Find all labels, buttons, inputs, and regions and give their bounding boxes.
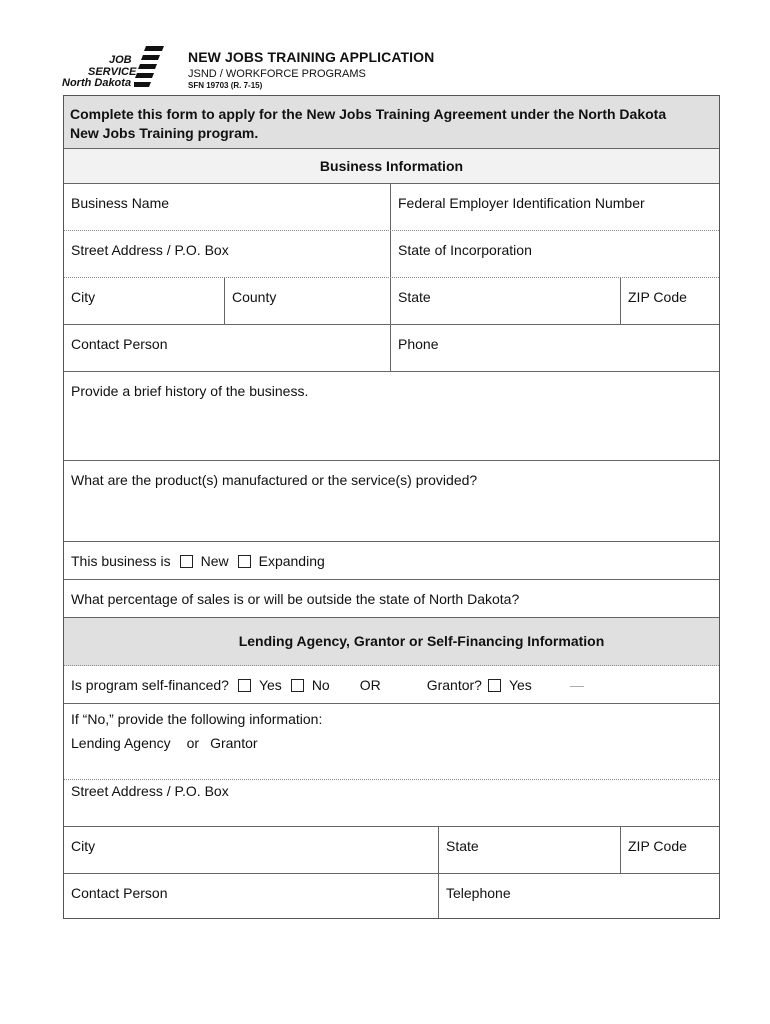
form-title: NEW JOBS TRAINING APPLICATION <box>188 49 435 65</box>
business-history-label: Provide a brief history of the business. <box>71 383 309 399</box>
new-checkbox[interactable] <box>180 555 193 568</box>
lending-telephone-label: Telephone <box>446 885 511 901</box>
street-address-field[interactable] <box>64 231 390 277</box>
zip-code-field[interactable] <box>620 278 719 324</box>
lending-contact-person-field[interactable] <box>64 874 438 919</box>
grantor-answer-line[interactable] <box>570 686 584 687</box>
sales-percentage-field[interactable] <box>64 580 719 618</box>
application-form <box>63 95 720 919</box>
logo-text-job: JOB <box>109 54 132 66</box>
grantor-yes-label: Yes <box>508 677 532 693</box>
street-address-label: Street Address / P.O. Box <box>71 242 229 258</box>
state-of-incorporation-field[interactable] <box>390 231 719 277</box>
fein-label: Federal Employer Identification Number <box>398 195 645 211</box>
state-field[interactable] <box>390 278 620 324</box>
grantor-question-label: Grantor? <box>426 677 482 693</box>
row-contact-person <box>64 325 719 372</box>
products-services-field[interactable] <box>64 461 719 542</box>
logo-stripes-icon <box>134 46 164 92</box>
business-type-label: This business is <box>71 553 171 569</box>
self-financed-no-label: No <box>311 677 330 693</box>
logo-text-north-dakota: North Dakota <box>62 77 132 89</box>
business-name-field[interactable] <box>64 184 390 230</box>
row-self-financed <box>64 666 719 704</box>
products-services-label: What are the product(s) manufactured or the service(s) provided? <box>71 472 478 488</box>
if-no-instruction: If “No,” provide the following information: <box>71 711 323 727</box>
business-section-header <box>64 149 719 184</box>
form-header <box>60 44 720 94</box>
grantor-yes-checkbox[interactable] <box>488 679 501 692</box>
phone-label: Phone <box>398 336 439 352</box>
job-service-logo <box>60 44 175 92</box>
county-label: County <box>232 289 277 305</box>
city-field[interactable] <box>64 278 224 324</box>
city-label: City <box>71 289 96 305</box>
new-label: New <box>200 553 229 569</box>
lending-agency-label: Lending Agency <box>71 735 171 751</box>
self-financed-yes-checkbox[interactable] <box>238 679 251 692</box>
intro-text: Complete this form to apply for the New Jobs Training Agreement under the North Dakota New Jobs Training program. <box>70 106 667 141</box>
expanding-label: Expanding <box>258 553 325 569</box>
row-street-address <box>64 231 719 278</box>
grantor-label: Grantor <box>210 735 258 751</box>
self-financed-label: Is program self-financed? <box>71 677 229 693</box>
phone-field[interactable] <box>390 325 719 371</box>
logo-text-service: SERVICE <box>88 66 137 78</box>
lending-telephone-field[interactable] <box>438 874 719 919</box>
or-label: OR <box>359 677 381 693</box>
self-financed-yes-label: Yes <box>258 677 282 693</box>
self-financed-no-checkbox[interactable] <box>291 679 304 692</box>
lending-city-label: City <box>71 838 96 854</box>
form-number: SFN 19703 (R. 7-15) <box>188 81 263 90</box>
state-label: State <box>398 289 431 305</box>
lending-state-label: State <box>446 838 479 854</box>
business-history-field[interactable] <box>64 372 719 461</box>
form-subtitle: JSND / WORKFORCE PROGRAMS <box>188 68 366 80</box>
business-section-title: Business Information <box>319 158 464 174</box>
lending-zip-code-field[interactable] <box>620 827 719 873</box>
fein-field[interactable] <box>390 184 719 230</box>
business-name-label: Business Name <box>71 195 170 211</box>
contact-person-label: Contact Person <box>71 336 168 352</box>
lending-contact-person-label: Contact Person <box>71 885 168 901</box>
row-lending-contact <box>64 874 719 919</box>
or-connector-label: or <box>186 735 200 751</box>
lending-section-header <box>64 618 719 666</box>
lending-agency-info-field[interactable] <box>64 704 719 780</box>
lending-street-address-label: Street Address / P.O. Box <box>71 783 229 799</box>
lending-section-title: Lending Agency, Grantor or Self-Financing Information <box>238 633 605 649</box>
county-field[interactable] <box>224 278 390 324</box>
zip-code-label: ZIP Code <box>628 289 687 305</box>
lending-city-field[interactable] <box>64 827 438 873</box>
row-lending-city <box>64 827 719 874</box>
sales-percentage-label: What percentage of sales is or will be outside the state of North Dakota? <box>71 591 520 607</box>
row-city-county <box>64 278 719 325</box>
lending-street-address-field[interactable] <box>64 780 719 827</box>
expanding-checkbox[interactable] <box>238 555 251 568</box>
contact-person-field[interactable] <box>64 325 390 371</box>
row-business-type <box>64 542 719 580</box>
lending-state-field[interactable] <box>438 827 620 873</box>
row-business-name <box>64 184 719 231</box>
state-of-incorporation-label: State of Incorporation <box>398 242 532 258</box>
intro-row <box>64 96 719 149</box>
lending-zip-code-label: ZIP Code <box>628 838 687 854</box>
